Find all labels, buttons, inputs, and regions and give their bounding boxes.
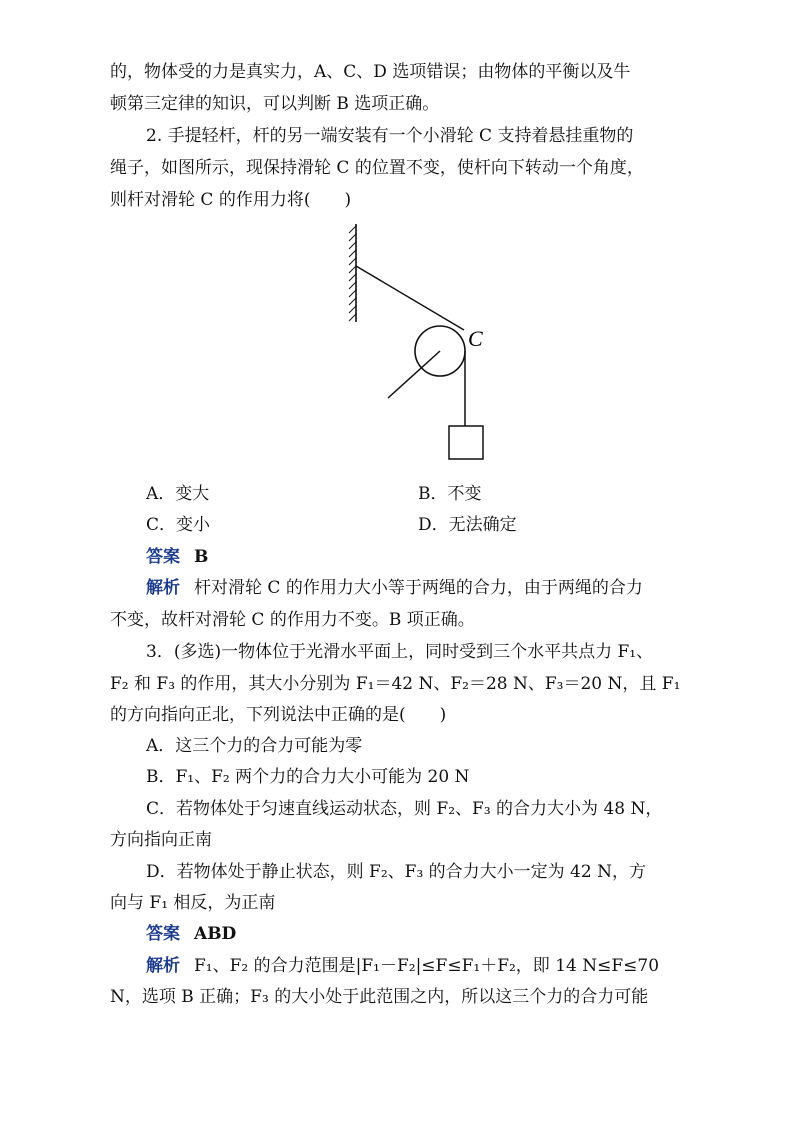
answer-value: ABD [194,924,237,944]
analysis-row [146,578,643,598]
q3-option-c: 方向指向正南 [110,830,212,850]
answer-label: 答案 [146,924,180,944]
q3-option-b: B．F₁、F₂ 两个力的合力大小可能为 20 N [146,767,470,787]
analysis-text: 不变，故杆对滑轮 C 的作用力不变。B 项正确。 [110,610,475,630]
question-2-stem: 则杆对滑轮 C 的作用力将( ) [110,190,352,210]
answer-value: B [194,547,209,567]
answer-row [146,547,208,567]
analysis-text: N，选项 B 正确；F₃ 的大小处于此范围之内，所以这三个力的合力可能 [110,987,649,1007]
q3-option-d: D．若物体处于静止状态，则 F₂、F₃ 的合力大小一定为 42 N，方 [146,862,646,882]
question-3-stem: 3．(多选)一物体位于光滑水平面上，同时受到三个水平共点力 F₁、 [146,642,654,662]
rope-to-wall [356,266,464,330]
analysis-label: 解析 [146,578,180,598]
analysis-text: 杆对滑轮 C 的作用力大小等于两绳的合力，由于两绳的合力 [194,578,643,598]
option-d: D．无法确定 [418,515,517,535]
wall-hatching [349,226,356,321]
analysis-row [146,956,659,976]
hanging-weight [449,426,483,459]
option-b: B．不变 [418,484,482,504]
option-c: C．变小 [146,515,211,535]
question-3-stem: 的方向指向正北，下列说法中正确的是( ) [110,705,447,725]
paragraph-line: 顿第三定律的知识，可以判断 B 选项正确。 [110,94,440,114]
q3-option-d: 向与 F₁ 相反，为正南 [110,893,276,913]
answer-label: 答案 [146,547,180,567]
q3-option-a: A．这三个力的合力可能为零 [146,736,363,756]
pulley-diagram [318,214,514,474]
pulley-label: C [468,326,483,351]
question-2-stem: 绳子，如图所示，现保持滑轮 C 的位置不变，使杆向下转动一个角度， [110,158,644,178]
analysis-text: F₁、F₂ 的合力范围是|F₁－F₂|≤F≤F₁＋F₂，即 14 N≤F≤70 [194,956,660,976]
paragraph-line: 的，物体受的力是真实力，A、C、D 选项错误；由物体的平衡以及牛 [110,62,631,82]
answer-row [146,924,236,944]
analysis-label: 解析 [146,956,180,976]
question-2-stem: 2. 手提轻杆，杆的另一端安装有一个小滑轮 C 支持着悬挂重物的 [146,126,634,146]
question-3-stem: F₂ 和 F₃ 的作用，其大小分别为 F₁＝42 N、F₂＝28 N、F₃＝20 N，且 F₁ [110,674,681,694]
q3-option-c: C．若物体处于匀速直线运动状态，则 F₂、F₃ 的合力大小为 48 N， [146,799,663,819]
option-a: A．变大 [146,484,210,504]
